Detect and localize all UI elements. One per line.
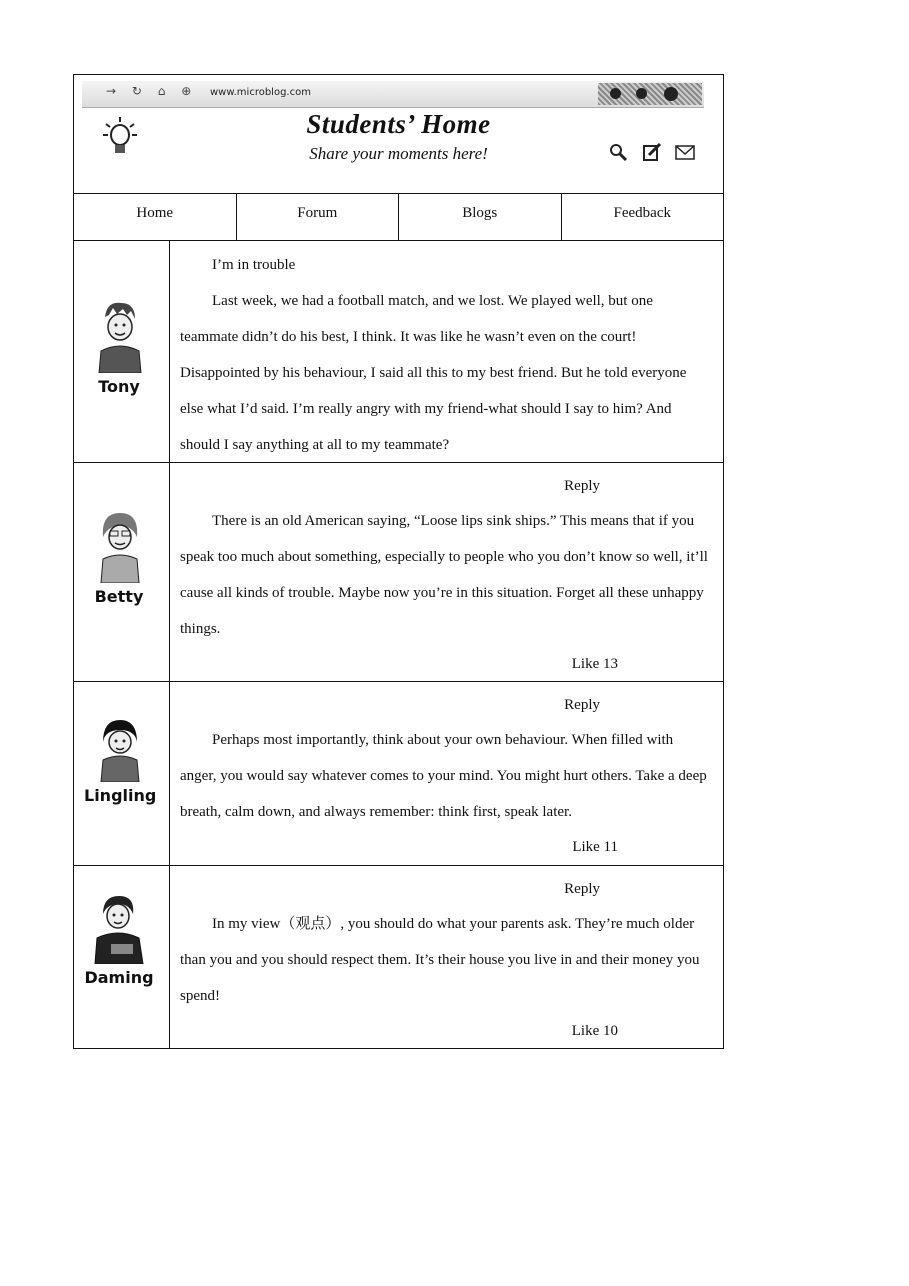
globe-icon: ⊕ xyxy=(181,84,192,98)
post-betty xyxy=(74,463,723,682)
addon-icon[interactable] xyxy=(636,88,647,99)
menu-home[interactable]: Home xyxy=(74,194,237,240)
menu-blogs[interactable]: Blogs xyxy=(399,194,562,240)
avatar xyxy=(84,892,154,987)
main-menu xyxy=(74,194,723,241)
mail-icon[interactable] xyxy=(675,143,695,161)
avatar-betty-image xyxy=(93,507,145,583)
post-content xyxy=(170,682,723,865)
reply-link[interactable]: Reply xyxy=(564,478,600,494)
post-content xyxy=(170,241,723,462)
avatar-cell xyxy=(74,866,170,1048)
username[interactable]: Tony xyxy=(98,377,140,396)
refresh-icon[interactable]: ↻ xyxy=(131,84,142,98)
search-icon[interactable] xyxy=(609,143,629,161)
address-bar[interactable]: www.microblog.com xyxy=(210,87,311,98)
post-body: Last week, we had a football match, and we lost. We played well, but one teammate didn’t do his best, I think. It was like he wasn’t even on the court! Disappointed by his behaviour, I said all this to my best friend. But he told everyone else what I’d said. I’m really angry with my friend-what should I say to him? And should I say anything at all to my teammate? xyxy=(180,293,687,453)
site-subtitle: Share your moments here! xyxy=(309,144,488,163)
username[interactable]: Lingling xyxy=(84,786,157,805)
home-icon[interactable]: ⌂ xyxy=(157,84,166,98)
arrow-right-icon[interactable]: → xyxy=(106,84,117,98)
browser-tools xyxy=(598,83,702,105)
header-actions xyxy=(600,143,695,161)
avatar xyxy=(84,507,154,606)
post-lingling xyxy=(74,682,723,866)
edit-icon[interactable] xyxy=(642,143,662,161)
reply-link[interactable]: Reply xyxy=(564,697,600,713)
reply-link[interactable]: Reply xyxy=(564,881,600,897)
post-body: In my view（观点）, you should do what your parents ask. They’re much older than you and you should respect them. It’s their house you live in and their money you spend! xyxy=(180,916,700,1004)
avatar xyxy=(84,297,154,396)
avatar-tony-image xyxy=(93,297,145,373)
menu-forum[interactable]: Forum xyxy=(237,194,400,240)
avatar-cell xyxy=(74,463,170,681)
post-content xyxy=(170,463,723,681)
post-title: I’m in trouble xyxy=(212,257,296,273)
addon-icon[interactable] xyxy=(664,87,678,101)
post-body: Perhaps most importantly, think about your own behaviour. When filled with anger, you would say whatever comes to your mind. You might hurt others. Take a deep breath, calm down, and always remember: think first, speak later. xyxy=(180,732,707,820)
avatar-daming-image xyxy=(89,892,149,964)
username[interactable]: Daming xyxy=(84,968,154,987)
post-content xyxy=(170,866,723,1048)
menu-feedback[interactable]: Feedback xyxy=(613,205,671,221)
username[interactable]: Betty xyxy=(94,587,144,606)
post-body: There is an old American saying, “Loose lips sink ships.” This means that if you speak too much about something, especially to people who you don’t know so well, it’ll cause all kinds of trouble. Maybe now you’re in this situation. Forget all these unhappy things. xyxy=(180,513,708,637)
like-count[interactable]: Like 10 xyxy=(571,1023,618,1039)
avatar-cell xyxy=(74,241,170,462)
site-header xyxy=(74,75,723,194)
avatar xyxy=(84,716,157,805)
post-daming xyxy=(74,866,723,1048)
browser-nav xyxy=(106,84,203,98)
browser-toolbar xyxy=(82,81,704,108)
post-tony xyxy=(74,241,723,463)
forum-page xyxy=(73,74,724,1049)
like-count[interactable]: Like 11 xyxy=(572,839,618,855)
avatar-lingling-image xyxy=(93,716,145,782)
avatar-cell xyxy=(74,682,170,865)
like-count[interactable]: Like 13 xyxy=(571,656,618,672)
addon-icon[interactable] xyxy=(610,88,621,99)
site-title: Students’ Home xyxy=(306,109,491,139)
